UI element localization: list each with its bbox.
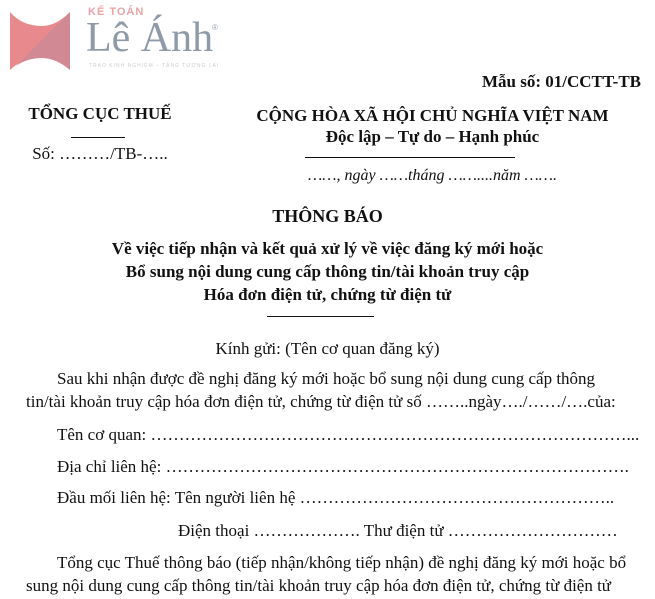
subtitle-line: Hóa đơn điện tử, chứng từ điện tử bbox=[203, 285, 452, 304]
nation-name: CỘNG HÒA XÃ HỘI CHỦ NGHĨA VIỆT NAM bbox=[256, 106, 609, 125]
logo-tagline: TRAO KINH NGHIỆM – TẶNG TƯƠNG LAI bbox=[89, 63, 220, 69]
motto-divider bbox=[305, 157, 515, 158]
issuing-agency: TỔNG CỤC THUẾ bbox=[28, 104, 172, 123]
phone-email-field: Điện thoại ………………. Thư điện tử ………………………… bbox=[178, 521, 618, 540]
registered-mark-icon: ® bbox=[212, 23, 218, 32]
logo-kicker: KẾ TOÁN bbox=[88, 6, 145, 18]
date-line: ……, ngày ……tháng ……....năm ……. bbox=[308, 167, 557, 184]
agency-divider bbox=[71, 137, 125, 138]
contact-address-field: Địa chỉ liên hệ: ………………………………………………………………………. bbox=[57, 457, 629, 476]
title-divider bbox=[267, 316, 374, 317]
document-title: THÔNG BÁO bbox=[272, 206, 383, 226]
paragraph-line: sung nội dung cung cấp thông tin/tài khoản truy cập hóa đơn điện tử, chứng từ điện tử bbox=[26, 576, 612, 595]
paragraph-line: tin/tài khoản truy cập hóa đơn điện tử, chứng từ điện tử số ……..ngày…./……/….của: bbox=[26, 392, 616, 411]
paragraph-line: Tổng cục Thuế thông báo (tiếp nhận/không tiếp nhận) đề nghị đăng ký mới hoặc bổ bbox=[57, 553, 627, 572]
subtitle-line: Về việc tiếp nhận và kết quả xử lý về việc đăng ký mới hoặc bbox=[111, 239, 544, 258]
document-number: Số: ………/TB-….. bbox=[32, 144, 168, 163]
greeting: Kính gửi: (Tên cơ quan đăng ký) bbox=[215, 339, 440, 358]
contact-person-field: Đầu mối liên hệ: Tên người liên hệ ……………………………………………….. bbox=[57, 488, 615, 507]
logo-mark-icon bbox=[8, 8, 74, 74]
form-code: Mẫu số: 01/CCTT-TB bbox=[481, 72, 641, 91]
subtitle-line: Bổ sung nội dung cung cấp thông tin/tài khoản truy cập bbox=[125, 262, 530, 281]
agency-name-field: Tên cơ quan: …………………………………………………………………………... bbox=[57, 425, 640, 444]
national-motto: Độc lập – Tự do – Hạnh phúc bbox=[325, 127, 540, 146]
paragraph-line: Sau khi nhận được đề nghị đăng ký mới hoặc bổ sung nội dung cung cấp thông bbox=[57, 369, 596, 388]
logo-name: Lê Ánh bbox=[86, 15, 214, 61]
